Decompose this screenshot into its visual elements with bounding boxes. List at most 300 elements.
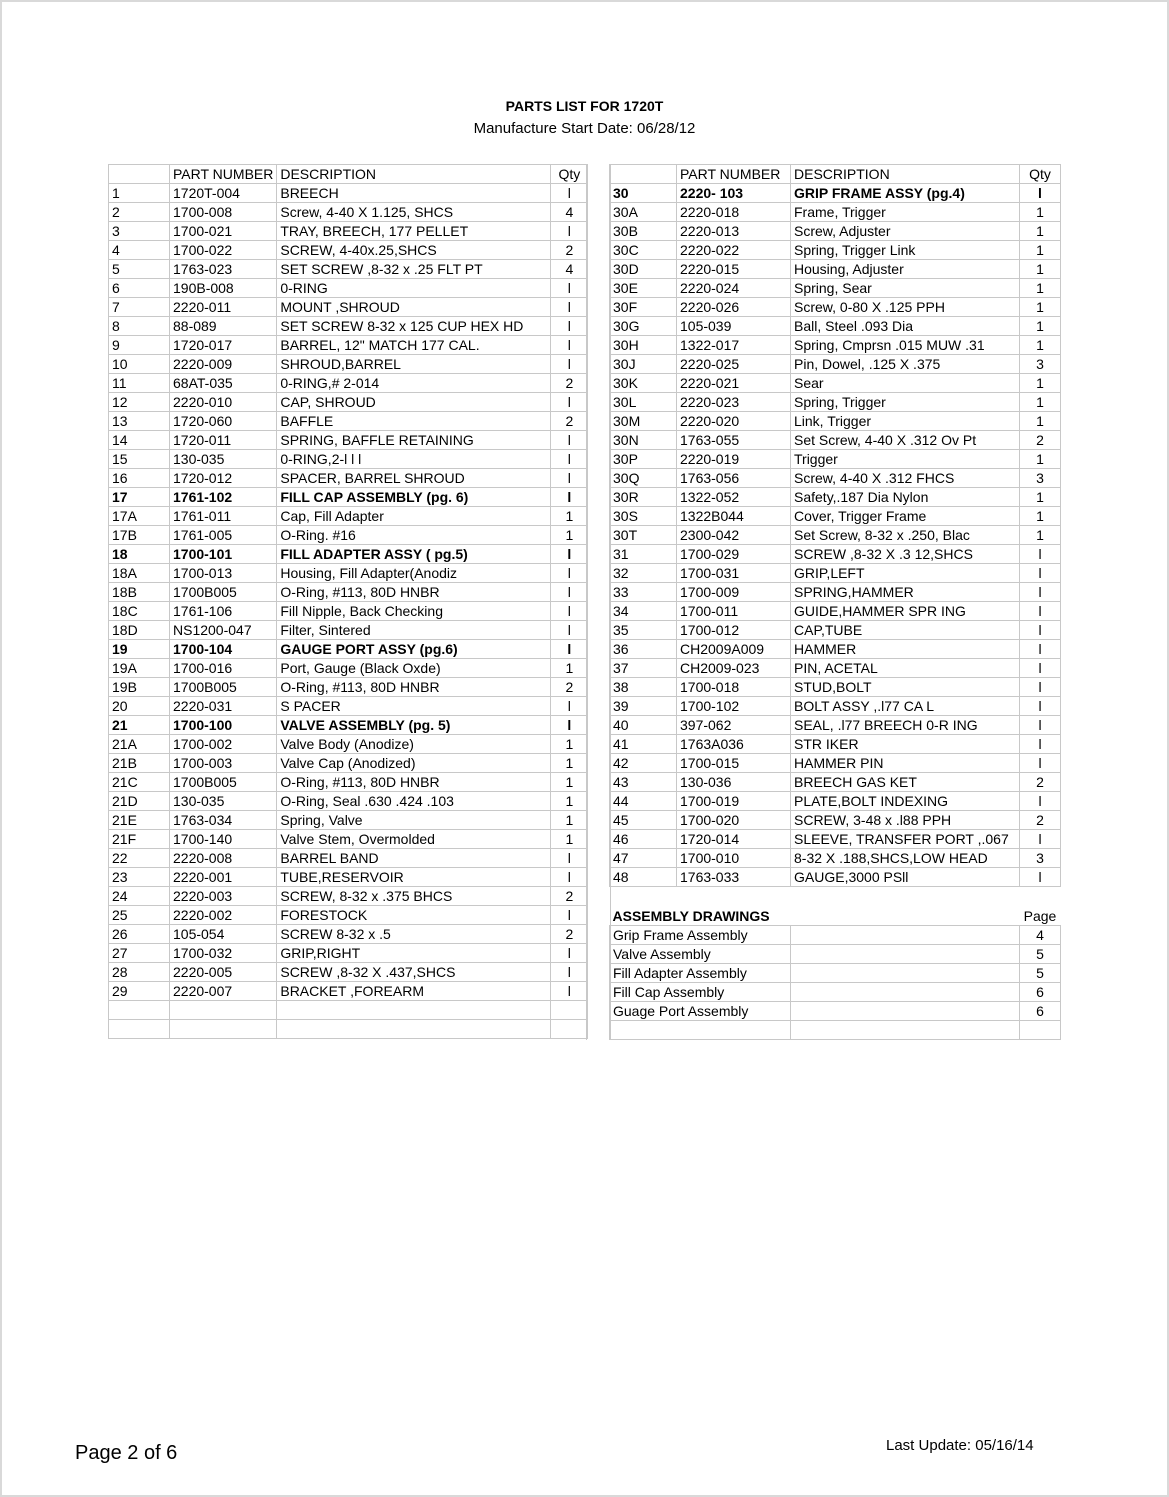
qty-cell: l [551, 906, 588, 925]
description-cell: Spring, Sear [791, 279, 1020, 298]
part-number-cell: 88-089 [170, 317, 277, 336]
table-row [109, 963, 588, 982]
part-number-cell: 1720T-004 [170, 184, 277, 203]
qty-cell: 3 [1020, 469, 1061, 488]
assembly-name-cell: Grip Frame Assembly [610, 926, 791, 945]
part-number-cell: 1322B044 [677, 507, 791, 526]
item-number-cell: 28 [109, 963, 170, 982]
item-number-cell [109, 1020, 170, 1039]
part-number-cell: 1700-016 [170, 659, 277, 678]
qty-cell: l [551, 583, 588, 602]
part-number-cell: CH2009-023 [677, 659, 791, 678]
description-cell: FORESTOCK [277, 906, 551, 925]
description-cell: O-Ring, #113, 80D HNBR [277, 773, 551, 792]
item-number-cell: 43 [610, 773, 677, 792]
table-row [109, 545, 588, 564]
part-number-cell: 1700-013 [170, 564, 277, 583]
qty-cell: 1 [551, 659, 588, 678]
item-number-cell: 45 [610, 811, 677, 830]
qty-cell: 1 [551, 735, 588, 754]
table-row [109, 393, 588, 412]
table-row [610, 336, 1061, 355]
description-cell: BREECH GAS KET [791, 773, 1020, 792]
description-cell: SCREW ,8-32 X .3 12,SHCS [791, 545, 1020, 564]
qty-cell: l [551, 450, 588, 469]
assembly-name-cell: Fill Adapter Assembly [610, 964, 791, 983]
item-number-cell: 21C [109, 773, 170, 792]
part-number-cell: 105-039 [677, 317, 791, 336]
part-number-cell: 2220-025 [677, 355, 791, 374]
description-cell: 0-RING,2-l l l [277, 450, 551, 469]
description-cell: Screw, 4-40 X 1.125, SHCS [277, 203, 551, 222]
description-cell: O-Ring. #16 [277, 526, 551, 545]
item-number-cell: 22 [109, 849, 170, 868]
part-number-cell: 190B-008 [170, 279, 277, 298]
description-cell: Spring, Valve [277, 811, 551, 830]
item-number-cell: 36 [610, 640, 677, 659]
description-cell: TRAY, BREECH, 177 PELLET [277, 222, 551, 241]
description-cell: SCREW 8-32 x .5 [277, 925, 551, 944]
qty-cell: 2 [551, 374, 588, 393]
description-cell: BRACKET ,FOREARM [277, 982, 551, 1001]
part-number-cell: 2220-001 [170, 868, 277, 887]
description-cell: CAP, SHROUD [277, 393, 551, 412]
part-number-cell: 1700-008 [170, 203, 277, 222]
item-number-cell: 1 [109, 184, 170, 203]
table-row [109, 735, 588, 754]
description-cell: Link, Trigger [791, 412, 1020, 431]
table-row [610, 298, 1061, 317]
item-number-cell: 2 [109, 203, 170, 222]
description-cell: SPRING, BAFFLE RETAINING [277, 431, 551, 450]
part-number-cell: 1700-102 [677, 697, 791, 716]
table-row [610, 203, 1061, 222]
description-cell: SCREW, 4-40x.25,SHCS [277, 241, 551, 260]
description-cell: Port, Gauge (Black Oxde) [277, 659, 551, 678]
qty-cell: l [1020, 792, 1061, 811]
header-part-number: PART NUMBER [677, 165, 791, 184]
table-row [610, 640, 1061, 659]
part-number-cell: 1322-052 [677, 488, 791, 507]
description-cell: Cover, Trigger Frame [791, 507, 1020, 526]
part-number-cell: 2220-031 [170, 697, 277, 716]
part-number-cell: 1700-009 [677, 583, 791, 602]
header-qty: Qty [551, 165, 588, 184]
part-number-cell: 2220-013 [677, 222, 791, 241]
description-cell: Valve Stem, Overmolded [277, 830, 551, 849]
part-number-cell: 2220-011 [170, 298, 277, 317]
qty-cell: l [551, 355, 588, 374]
item-number-cell: 30G [610, 317, 677, 336]
qty-cell: l [551, 982, 588, 1001]
item-number-cell: 21 [109, 716, 170, 735]
assembly-row [610, 983, 1061, 1002]
item-number-cell: 30P [610, 450, 677, 469]
table-row [610, 260, 1061, 279]
description-cell: O-Ring, Seal .630 .424 .103 [277, 792, 551, 811]
part-number-cell: 2220-003 [170, 887, 277, 906]
description-cell: SET SCREW ,8-32 x .25 FLT PT [277, 260, 551, 279]
description-cell: Ball, Steel .093 Dia [791, 317, 1020, 336]
qty-cell: 1 [1020, 298, 1061, 317]
qty-cell: l [1020, 583, 1061, 602]
description-cell: Safety,.187 Dia Nylon [791, 488, 1020, 507]
part-number-cell: 1763-033 [677, 868, 791, 887]
description-cell: Trigger [791, 450, 1020, 469]
item-number-cell [109, 1001, 170, 1020]
assembly-blank-cell [791, 1002, 1020, 1021]
qty-cell: 3 [1020, 355, 1061, 374]
qty-cell: 1 [1020, 412, 1061, 431]
description-cell: Valve Body (Anodize) [277, 735, 551, 754]
assembly-blank-cell [791, 983, 1020, 1002]
qty-cell: 2 [551, 678, 588, 697]
table-row [610, 469, 1061, 488]
qty-cell: l [551, 317, 588, 336]
table-row [109, 184, 588, 203]
qty-cell: l [551, 868, 588, 887]
item-number-cell: 30R [610, 488, 677, 507]
table-row [109, 203, 588, 222]
description-cell: CAP,TUBE [791, 621, 1020, 640]
header-num [109, 165, 170, 184]
part-number-cell: 2220-026 [677, 298, 791, 317]
item-number-cell: 24 [109, 887, 170, 906]
part-number-cell: 2220-008 [170, 849, 277, 868]
table-row [109, 868, 588, 887]
description-cell: BARREL, 12" MATCH 177 CAL. [277, 336, 551, 355]
table-header-row [109, 165, 588, 184]
item-number-cell: 30M [610, 412, 677, 431]
table-row [109, 279, 588, 298]
table-row [610, 583, 1061, 602]
description-cell: Housing, Adjuster [791, 260, 1020, 279]
item-number-cell: 17 [109, 488, 170, 507]
header-part-number: PART NUMBER [170, 165, 277, 184]
item-number-cell: 8 [109, 317, 170, 336]
item-number-cell: 26 [109, 925, 170, 944]
part-number-cell: 2220-015 [677, 260, 791, 279]
table-row [610, 279, 1061, 298]
description-cell: PIN, ACETAL [791, 659, 1020, 678]
item-number-cell: 14 [109, 431, 170, 450]
assembly-name-cell: Valve Assembly [610, 945, 791, 964]
part-number-cell: 1763-056 [677, 469, 791, 488]
qty-cell: l [551, 469, 588, 488]
description-cell: Housing, Fill Adapter(Anodiz [277, 564, 551, 583]
item-number-cell: 11 [109, 374, 170, 393]
qty-cell: 1 [1020, 507, 1061, 526]
description-cell: Spring, Trigger [791, 393, 1020, 412]
qty-cell: 2 [1020, 773, 1061, 792]
table-row [109, 507, 588, 526]
assembly-name-cell [610, 1021, 791, 1040]
part-number-cell: 2220-010 [170, 393, 277, 412]
table-row [109, 469, 588, 488]
qty-cell: l [1020, 678, 1061, 697]
description-cell: Valve Cap (Anodized) [277, 754, 551, 773]
assembly-page-cell [1020, 1021, 1061, 1040]
qty-cell: 1 [551, 773, 588, 792]
assembly-heading: ASSEMBLY DRAWINGS [610, 907, 791, 926]
qty-cell: l [1020, 868, 1061, 887]
qty-cell: l [1020, 640, 1061, 659]
description-cell: Fill Nipple, Back Checking [277, 602, 551, 621]
item-number-cell: 9 [109, 336, 170, 355]
table-row [109, 1020, 588, 1039]
last-update: Last Update: 05/16/14 [886, 1437, 1034, 1454]
item-number-cell: 30 [610, 184, 677, 203]
table-row [610, 222, 1061, 241]
qty-cell: 1 [1020, 317, 1061, 336]
qty-cell: 1 [551, 830, 588, 849]
assembly-blank-cell [791, 926, 1020, 945]
qty-cell: l [551, 602, 588, 621]
assembly-header-blank [791, 907, 1020, 926]
item-number-cell: 30T [610, 526, 677, 545]
qty-cell: 1 [1020, 203, 1061, 222]
table-row [109, 488, 588, 507]
table-row [109, 697, 588, 716]
qty-cell: l [551, 298, 588, 317]
table-row [109, 526, 588, 545]
qty-cell: 1 [551, 811, 588, 830]
qty-cell: l [551, 222, 588, 241]
part-number-cell: 1700-015 [677, 754, 791, 773]
part-number-cell: 2300-042 [677, 526, 791, 545]
qty-cell: 1 [551, 792, 588, 811]
item-number-cell: 18B [109, 583, 170, 602]
item-number-cell: 30Q [610, 469, 677, 488]
qty-cell: l [1020, 184, 1061, 203]
item-number-cell: 37 [610, 659, 677, 678]
part-number-cell: 1720-060 [170, 412, 277, 431]
part-number-cell: 1700-021 [170, 222, 277, 241]
item-number-cell: 10 [109, 355, 170, 374]
qty-cell: l [1020, 659, 1061, 678]
item-number-cell: 47 [610, 849, 677, 868]
table-row [109, 602, 588, 621]
description-cell: Spring, Trigger Link [791, 241, 1020, 260]
description-cell: SCREW ,8-32 X .437,SHCS [277, 963, 551, 982]
table-row [610, 431, 1061, 450]
table-row [610, 184, 1061, 203]
item-number-cell: 21D [109, 792, 170, 811]
item-number-cell: 30C [610, 241, 677, 260]
item-number-cell: 34 [610, 602, 677, 621]
item-number-cell: 40 [610, 716, 677, 735]
description-cell: O-Ring, #113, 80D HNBR [277, 678, 551, 697]
table-row [610, 241, 1061, 260]
table-row [610, 355, 1061, 374]
assembly-row [610, 926, 1061, 945]
table-row [109, 792, 588, 811]
description-cell: SCREW, 3-48 x .l88 PPH [791, 811, 1020, 830]
table-row [109, 222, 588, 241]
description-cell: Sear [791, 374, 1020, 393]
table-header-row [610, 165, 1061, 184]
qty-cell: l [1020, 564, 1061, 583]
part-number-cell: 2220- 103 [677, 184, 791, 203]
table-row [610, 507, 1061, 526]
qty-cell: l [1020, 697, 1061, 716]
qty-cell: l [1020, 602, 1061, 621]
parts-table-left [108, 164, 588, 1039]
item-number-cell: 30L [610, 393, 677, 412]
header-num [610, 165, 677, 184]
description-cell [277, 1001, 551, 1020]
assembly-blank-cell [791, 1021, 1020, 1040]
part-number-cell: 2220-009 [170, 355, 277, 374]
item-number-cell: 18C [109, 602, 170, 621]
part-number-cell: 1700-012 [677, 621, 791, 640]
table-row [109, 412, 588, 431]
part-number-cell: 2220-002 [170, 906, 277, 925]
table-row [610, 868, 1061, 887]
qty-cell: l [551, 393, 588, 412]
part-number-cell: 1700-003 [170, 754, 277, 773]
table-row [610, 317, 1061, 336]
table-row [610, 716, 1061, 735]
qty-cell: 2 [1020, 811, 1061, 830]
description-cell: GAUGE,3000 PSll [791, 868, 1020, 887]
item-number-cell: 48 [610, 868, 677, 887]
assembly-page-cell: 6 [1020, 1002, 1061, 1021]
part-number-cell: 2220-019 [677, 450, 791, 469]
table-row [109, 583, 588, 602]
assembly-row [610, 964, 1061, 983]
item-number-cell: 31 [610, 545, 677, 564]
page-number: Page 2 of 6 [75, 1442, 178, 1464]
part-number-cell: 1700-100 [170, 716, 277, 735]
item-number-cell: 23 [109, 868, 170, 887]
assembly-page-cell: 5 [1020, 964, 1061, 983]
table-row [109, 925, 588, 944]
description-cell: PLATE,BOLT INDEXING [791, 792, 1020, 811]
table-row [109, 944, 588, 963]
description-cell: 0-RING,# 2-014 [277, 374, 551, 393]
qty-cell: 1 [1020, 393, 1061, 412]
description-cell: SHROUD,BARREL [277, 355, 551, 374]
table-row [109, 241, 588, 260]
part-number-cell: 1700-019 [677, 792, 791, 811]
description-cell: Screw, Adjuster [791, 222, 1020, 241]
description-cell: HAMMER PIN [791, 754, 1020, 773]
description-cell: BARREL BAND [277, 849, 551, 868]
part-number-cell: 2220-023 [677, 393, 791, 412]
item-number-cell: 19 [109, 640, 170, 659]
qty-cell: l [551, 944, 588, 963]
item-number-cell: 39 [610, 697, 677, 716]
column-gap [586, 164, 611, 1040]
qty-cell: 1 [1020, 260, 1061, 279]
description-cell: BAFFLE [277, 412, 551, 431]
part-number-cell: 105-054 [170, 925, 277, 944]
qty-cell: 2 [551, 887, 588, 906]
part-number-cell: 1700-140 [170, 830, 277, 849]
item-number-cell: 17A [109, 507, 170, 526]
assembly-blank-cell [791, 945, 1020, 964]
part-number-cell: 1720-017 [170, 336, 277, 355]
part-number-cell: 1763-055 [677, 431, 791, 450]
qty-cell: 1 [1020, 336, 1061, 355]
qty-cell: l [1020, 754, 1061, 773]
description-cell: S PACER [277, 697, 551, 716]
description-cell: Spring, Cmprsn .015 MUW .31 [791, 336, 1020, 355]
qty-cell: l [551, 564, 588, 583]
part-number-cell: 130-035 [170, 792, 277, 811]
description-cell: Filter, Sintered [277, 621, 551, 640]
part-number-cell: 2220-022 [677, 241, 791, 260]
description-cell: SCREW, 8-32 x .375 BHCS [277, 887, 551, 906]
qty-cell: l [551, 697, 588, 716]
table-row [109, 849, 588, 868]
item-number-cell: 25 [109, 906, 170, 925]
table-row [610, 526, 1061, 545]
item-number-cell: 41 [610, 735, 677, 754]
qty-cell: 1 [1020, 526, 1061, 545]
qty-cell: l [1020, 545, 1061, 564]
description-cell: SET SCREW 8-32 x 125 CUP HEX HD [277, 317, 551, 336]
description-cell: FILL CAP ASSEMBLY (pg. 6) [277, 488, 551, 507]
part-number-cell: 2220-021 [677, 374, 791, 393]
item-number-cell: 20 [109, 697, 170, 716]
item-number-cell: 32 [610, 564, 677, 583]
table-row [610, 678, 1061, 697]
description-cell: Screw, 0-80 X .125 PPH [791, 298, 1020, 317]
item-number-cell: 18A [109, 564, 170, 583]
table-row [610, 393, 1061, 412]
item-number-cell: 7 [109, 298, 170, 317]
table-row [610, 545, 1061, 564]
qty-cell: 1 [1020, 374, 1061, 393]
qty-cell: 2 [551, 241, 588, 260]
qty-cell: 1 [1020, 279, 1061, 298]
part-number-cell: 1763A036 [677, 735, 791, 754]
item-number-cell: 19A [109, 659, 170, 678]
qty-cell: l [551, 279, 588, 298]
part-number-cell: 1700-010 [677, 849, 791, 868]
description-cell: SPRING,HAMMER [791, 583, 1020, 602]
item-number-cell: 15 [109, 450, 170, 469]
table-row [610, 564, 1061, 583]
part-number-cell: 1700B005 [170, 583, 277, 602]
description-cell: Set Screw, 4-40 X .312 Ov Pt [791, 431, 1020, 450]
assembly-page-cell: 5 [1020, 945, 1061, 964]
description-cell: Pin, Dowel, .125 X .375 [791, 355, 1020, 374]
header-qty: Qty [1020, 165, 1061, 184]
item-number-cell: 3 [109, 222, 170, 241]
qty-cell: l [1020, 830, 1061, 849]
table-row [610, 811, 1061, 830]
table-row [109, 659, 588, 678]
description-cell: STUD,BOLT [791, 678, 1020, 697]
part-number-cell: 130-036 [677, 773, 791, 792]
part-number-cell: 1322-017 [677, 336, 791, 355]
item-number-cell: 18D [109, 621, 170, 640]
qty-cell: l [551, 488, 588, 507]
item-number-cell: 21F [109, 830, 170, 849]
qty-cell: l [551, 184, 588, 203]
part-number-cell: 130-035 [170, 450, 277, 469]
description-cell: TUBE,RESERVOIR [277, 868, 551, 887]
table-row [109, 355, 588, 374]
table-row [109, 564, 588, 583]
qty-cell: 1 [551, 754, 588, 773]
qty-cell: l [551, 431, 588, 450]
part-number-cell: 1720-014 [677, 830, 791, 849]
part-number-cell: 1761-005 [170, 526, 277, 545]
